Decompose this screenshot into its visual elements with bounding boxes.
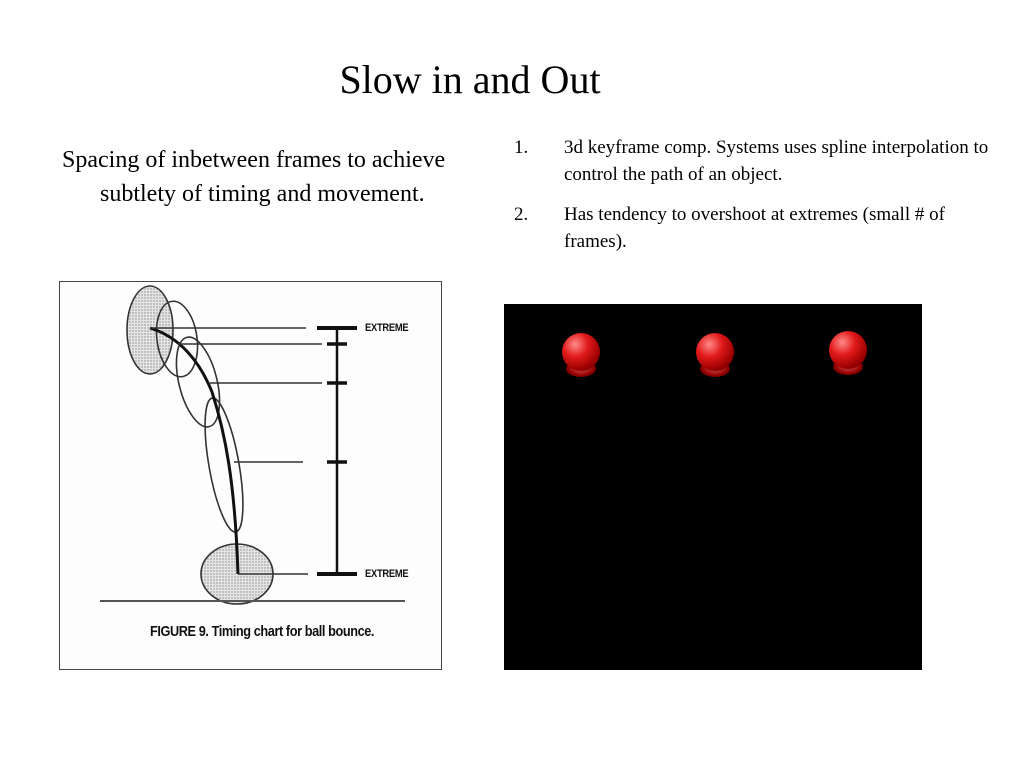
numbered-list [514, 134, 994, 268]
extreme-label-bottom: EXTREME [365, 568, 409, 580]
red-ball [829, 331, 867, 375]
list-item-number: 1. [514, 137, 529, 158]
red-ball [562, 333, 600, 377]
ball-extreme-top [127, 286, 173, 374]
ball-inbetween-3 [197, 395, 250, 534]
slide-title: Slow in and Out [339, 57, 601, 102]
list-item-text: 3d keyframe comp. Systems uses spline interpolation to control the path of an object. [564, 137, 989, 185]
figure-caption: FIGURE 9. Timing chart for ball bounce. [150, 623, 375, 640]
list-item-text: Has tendency to overshoot at extremes (small # of frames). [564, 204, 945, 252]
extreme-label-top: EXTREME [365, 322, 409, 334]
list-item [514, 134, 994, 188]
red-ball [696, 333, 734, 377]
animation-frame [504, 304, 922, 670]
left-body-text: Spacing of inbetween frames to achieve subtlety of timing and movement. [62, 147, 446, 207]
list-item [514, 201, 994, 255]
list-item-number: 2. [514, 204, 529, 225]
timing-chart-figure [59, 281, 442, 670]
timing-chart-drawing [60, 282, 443, 671]
